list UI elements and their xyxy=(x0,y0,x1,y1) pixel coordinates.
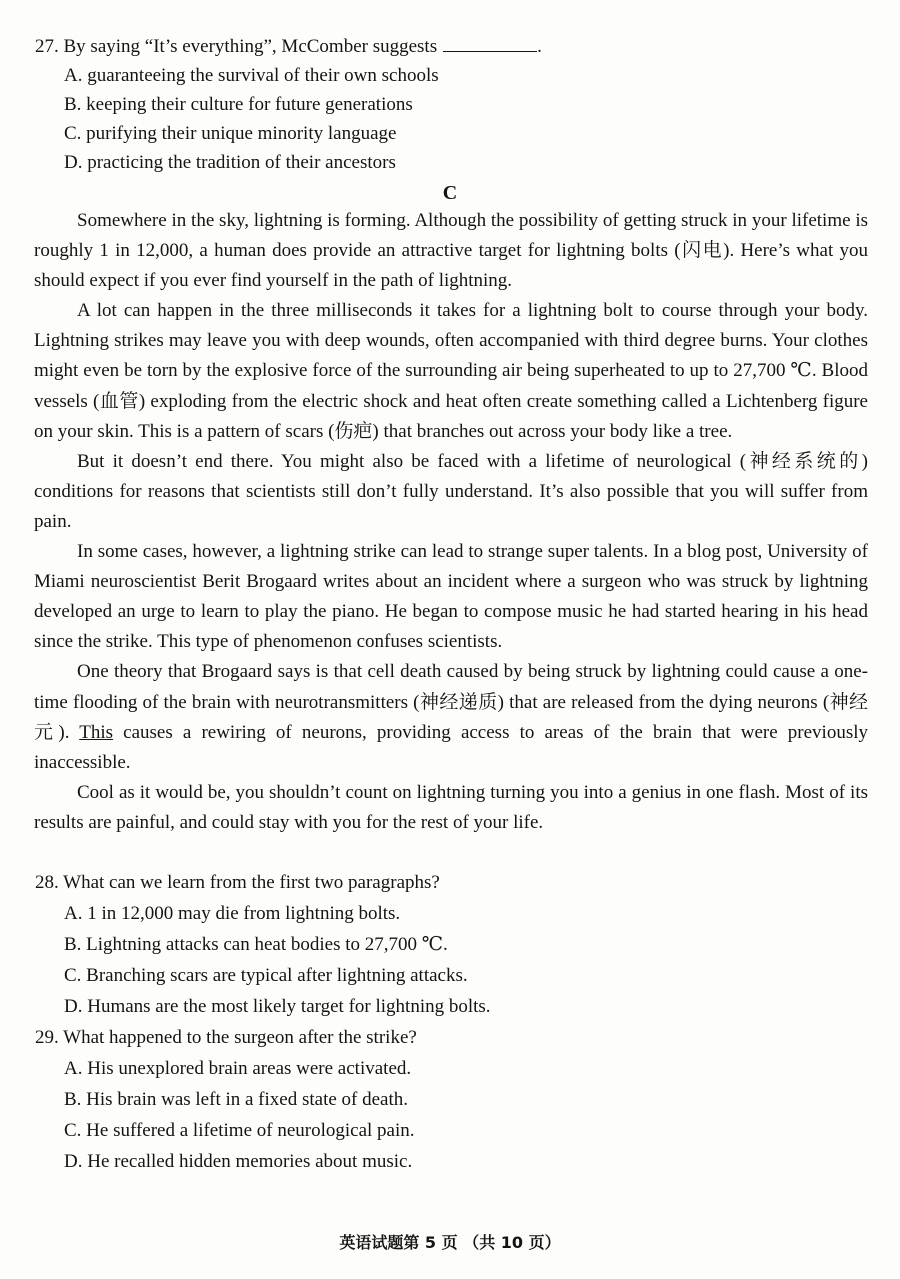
question-29-option-a: A. His unexplored brain areas were activated. xyxy=(64,1058,412,1079)
question-28-stem: 28. What can we learn from the first two paragraphs? xyxy=(35,872,440,893)
question-27-option-a: A. guaranteeing the survival of their own schools xyxy=(64,65,439,86)
passage-paragraph-4: In some cases, however, a lightning strike can lead to strange super talents. In a blog post, University of Miami neuroscientist Berit Brogaard writes about an incident where a surgeon who was struck by lightning developed an urge to learn to play the piano. He began to compose music he had started hearing in his head since the strike. This type of phenomenon confuses scientists. xyxy=(34,541,868,653)
answer-blank xyxy=(443,35,537,52)
passage-paragraph-6: Cool as it would be, you shouldn’t count on lightning turning you into a genius in one flash. Most of its results are painful, and could stay with you for the rest of your life. xyxy=(34,781,868,833)
question-28-option-c: C. Branching scars are typical after lightning attacks. xyxy=(64,965,468,986)
underlined-word: This xyxy=(79,721,114,743)
paragraph-5-text-after: causes a rewiring of neurons, providing access to areas of the brain that were previously inaccessible. xyxy=(34,721,868,773)
question-29-option-c: C. He suffered a lifetime of neurological pain. xyxy=(64,1120,415,1141)
paragraph-5-text-before: One theory that Brogaard says is that cell death caused by being struck by lightning could cause a one-time flooding of the brain with neurotransmitters (神经递质) that are released from the dying neurons (神经元). xyxy=(34,661,868,743)
passage-paragraph-5 xyxy=(34,657,868,777)
question-28-option-a: A. 1 in 12,000 may die from lightning bolts. xyxy=(64,903,401,924)
question-27-stem xyxy=(35,32,542,62)
section-heading: C xyxy=(442,182,458,204)
question-28-option-b: B. Lightning attacks can heat bodies to 27,700 ℃. xyxy=(64,934,448,955)
question-27-option-b: B. keeping their culture for future generations xyxy=(64,94,413,115)
question-28-option-d: D. Humans are the most likely target for lightning bolts. xyxy=(64,996,491,1017)
passage-paragraph-2: A lot can happen in the three milliseconds it takes for a lightning bolt to course through your body. Lightning strikes may leave you with deep wounds, often accompanied with third degree burns. Your clothes might even be torn by the explosive force of the surrounding air being superheated to up to 27,700 ℃. Blood vessels (血管) exploding from the electric shock and heat often create something called a Lichtenberg figure on your skin. This is a pattern of scars (伤疤) that branches out across your body like a tree. xyxy=(34,300,868,442)
passage-paragraph-3: But it doesn’t end there. You might also be faced with a lifetime of neurological (神经系统的) conditions for reasons that scientists still don’t fully understand. It’s also possible that you will suffer from pain. xyxy=(34,450,868,532)
question-29-option-b: B. His brain was left in a fixed state of death. xyxy=(64,1089,409,1110)
question-29-option-d: D. He recalled hidden memories about music. xyxy=(64,1151,413,1172)
question-27-text: 27. By saying “It’s everything”, McComber suggests xyxy=(35,36,438,57)
reading-passage xyxy=(34,206,868,838)
question-27-option-d: D. practicing the tradition of their ancestors xyxy=(64,152,396,173)
question-29-stem: 29. What happened to the surgeon after the strike? xyxy=(35,1027,417,1048)
blank-end-punctuation: . xyxy=(537,36,542,57)
passage-paragraph-1: Somewhere in the sky, lightning is forming. Although the possibility of getting struck in your lifetime is roughly 1 in 12,000, a human does provide an attractive target for lightning bolts (闪电). Here’s what you should expect if you ever find yourself in the path of lightning. xyxy=(34,210,868,292)
question-27-option-c: C. purifying their unique minority language xyxy=(64,123,397,144)
page-footer: 英语试题第 5 页 （共 10 页） xyxy=(339,1233,561,1252)
